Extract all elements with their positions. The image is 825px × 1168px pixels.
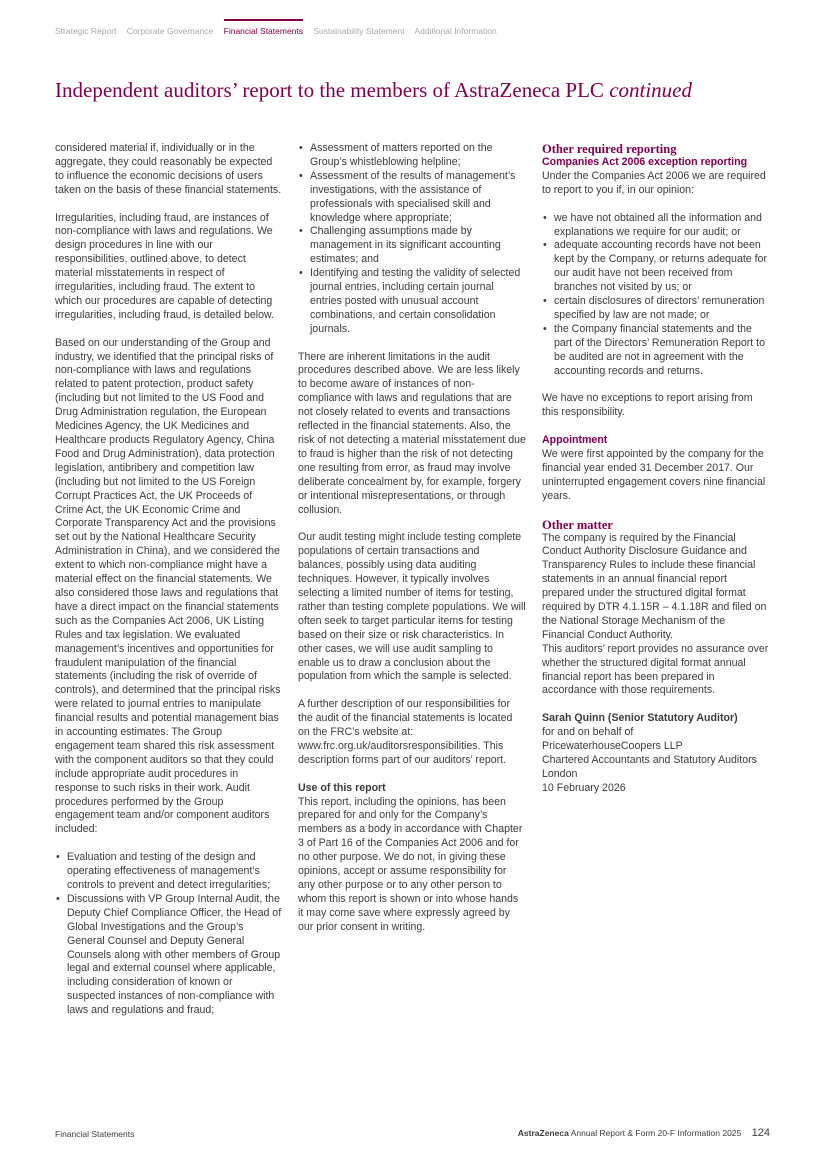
footer-brand: AstraZeneca — [517, 1128, 569, 1138]
list-item: • Discussions with VP Group Internal Audit, the Deputy Chief Compliance Officer, the Head of Global Investigations and the Group’s General Counsel and Deputy General Counsels along with other members of Group legal and external counsel where applicable, including consideration of known or suspected instances of non-compliance with laws and regulations and fraud; — [55, 893, 283, 1018]
audit-firm-role: Chartered Accountants and Statutory Auditors — [542, 753, 757, 766]
list-item: • Challenging assumptions made by management in its significant accounting estimates; and — [298, 225, 526, 267]
irregularities-paragraph: Irregularities, including fraud, are instances of non-compliance with laws and regulations. We design procedures in line with our responsibilities, outlined above, to detect material misstatements in respect of irregularities, including fraud. The extent to which our procedures are capable of detecting irregularities, including fraud, is detailed below. — [55, 211, 275, 321]
signature-date: 10 February 2026 — [542, 781, 626, 794]
footer-document-title: Annual Report & Form 20-F Information 2025 — [570, 1128, 742, 1138]
page-title-main: Independent auditors’ report to the members of AstraZeneca PLC — [55, 78, 604, 102]
page-title-continued: continued — [609, 78, 692, 102]
nav-item-corporate-governance[interactable]: Corporate Governance — [126, 26, 214, 36]
audit-procedures-list — [55, 851, 283, 1018]
exception-intro-paragraph: Under the Companies Act 2006 we are required to report to you if, in our opinion: — [542, 169, 766, 196]
top-navigation — [55, 26, 505, 36]
footer-document-info — [518, 1127, 770, 1139]
list-item: • adequate accounting records have not been kept by the Company, or returns adequate for our audit have not been received from branches not visited by us; or — [542, 239, 770, 295]
list-item: • Identifying and testing the validity of selected journal entries, including certain journal entries posted with unusual account combinations, and certain consolidation journals. — [298, 267, 526, 337]
list-item: • Evaluation and testing of the design and operating effectiveness of management’s controls to prevent and detect irregularities; — [55, 851, 283, 893]
nav-item-additional-information[interactable]: Additional Information — [414, 26, 497, 36]
no-exceptions-paragraph: We have no exceptions to report arising from this responsibility. — [542, 392, 753, 419]
risks-paragraph: Based on our understanding of the Group and industry, we identified that the principal risks of non-compliance with laws and regulations related to patent protection, product safety (including but not limited to the US Food and Drug Administration regulation, the European Medicines Agency, the UK Medicines and Healthcare products Regulatory Agency, China Food and Drug Administration), data protection legislation, antibribery and competition law (including but not limited to the US Foreign Corrupt Practices Act, the UK Proceeds of Crime Act, the UK Economic Crime and Corporate Transparency Act and the provisions set out by the National Healthcare Security Administration in China), and we considered the extent to which non-compliance might have a material effect on the financial statements. We also considered those laws and regulations that have a direct impact on the financial statements such as the Companies Act 2006, UK Listing Rules and tax legislation. We evaluated management’s incentives and opportunities for fraudulent manipulation of the financial statements (including the risk of override of controls), and determined that the principal risks were related to journal entries to manipulate financial results and potential management bias in accounting estimates. The Group engagement team shared this risk assessment with the component auditors so that they could include appropriate audit procedures in response to such risks in their work. Audit procedures performed by the Group engagement team and/or component auditors included: — [55, 336, 281, 836]
other-matter-paragraph-2: This auditors’ report provides no assurance over whether the structured digital format annual financial report has been prepared in accordance with those requirements. — [542, 642, 769, 697]
page-number: 124 — [751, 1127, 770, 1139]
appointment-heading: Appointment — [542, 434, 608, 447]
audit-procedures-list-continued — [298, 142, 526, 337]
exception-reporting-subheading: Companies Act 2006 exception reporting — [542, 156, 748, 168]
other-required-reporting-heading: Other required reporting — [542, 142, 677, 156]
signature-block — [542, 712, 770, 795]
nav-item-financial-statements[interactable]: Financial Statements — [223, 26, 304, 36]
exception-list — [542, 212, 770, 379]
frc-description-paragraph: A further description of our responsibilities for the audit of the financial statements is located on the FRC’s website at: www.frc.org.uk/auditorsresponsibilities. This description forms part of our auditors’ report. — [298, 698, 513, 766]
list-item: • the Company financial statements and the part of the Directors’ Remuneration Report to be audited are not in agreement with the accounting records and returns. — [542, 323, 770, 379]
list-item: • we have not obtained all the information and explanations we require for our audit; or — [542, 212, 770, 240]
appointment-paragraph: We were first appointed by the company for the financial year ended 31 December 2017. Our uninterrupted engagement covers nine financial years. — [542, 447, 766, 502]
signature-line: for and on behalf of — [542, 726, 634, 739]
materiality-paragraph: considered material if, individually or in the aggregate, they could reasonably be expected to influence the economic decisions of users taken on the basis of these financial statements. — [55, 142, 282, 196]
signatory-name: Sarah Quinn (Senior Statutory Auditor) — [542, 712, 738, 725]
other-matter-paragraph-1: The company is required by the Financial Conduct Authority Disclosure Guidance and Transparency Rules to include these financial statements in an annual financial report prepared under the structured digital format required by DTR 4.1.15R – 4.1.18R and filed on the National Storage Mechanism of the Financial Conduct Authority. — [542, 531, 767, 641]
use-of-report-paragraph: This report, including the opinions, has been prepared for and only for the Company’s members as a body in accordance with Chapter 3 of Part 16 of the Companies Act 2006 and for no other purpose. We do not, in giving these opinions, accept or assume responsibility for any other purpose or to any other person to whom this report is shown or into whose hands it may come save where expressly agreed by our prior consent in writing. — [298, 795, 523, 933]
column-1 — [55, 142, 283, 1032]
other-matter-heading: Other matter — [542, 517, 613, 532]
column-2 — [298, 142, 526, 948]
use-of-report-heading: Use of this report — [298, 781, 386, 794]
list-item: • Assessment of the results of management’s investigations, with the assistance of professionals with specialised skill and knowledge where appropriate; — [298, 170, 526, 226]
audit-testing-paragraph: Our audit testing might include testing complete populations of certain transactions and balances, possibly using data auditing techniques. However, it typically involves selecting a limited number of items for testing, rather than testing complete populations. We will often seek to target particular items for testing based on their size or risk characteristics. In other cases, we will use audit sampling to enable us to draw a conclusion about the population from which the sample is selected. — [298, 531, 526, 683]
audit-firm-name: PricewaterhouseCoopers LLP — [542, 740, 683, 753]
footer-section-label: Financial Statements — [55, 1129, 135, 1139]
page-title — [55, 78, 692, 103]
limitations-paragraph: There are inherent limitations in the audit procedures described above. We are less likely to become aware of instances of non-compliance with laws and regulations that are not closely related to events and transactions reflected in the financial statements. Also, the risk of not detecting a material misstatement due to fraud is higher than the risk of not detecting one resulting from error, as fraud may involve deliberate concealment by, for example, forgery or intentional misrepresentations, or through collusion. — [298, 350, 526, 516]
nav-item-sustainability-statement[interactable]: Sustainability Statement — [313, 26, 405, 36]
nav-item-strategic-report[interactable]: Strategic Report — [55, 26, 117, 36]
signature-city: London — [542, 767, 578, 780]
column-3 — [542, 142, 770, 796]
list-item: • certain disclosures of directors’ remuneration specified by law are not made; or — [542, 295, 770, 323]
list-item: • Assessment of matters reported on the Group’s whistleblowing helpline; — [298, 142, 526, 170]
